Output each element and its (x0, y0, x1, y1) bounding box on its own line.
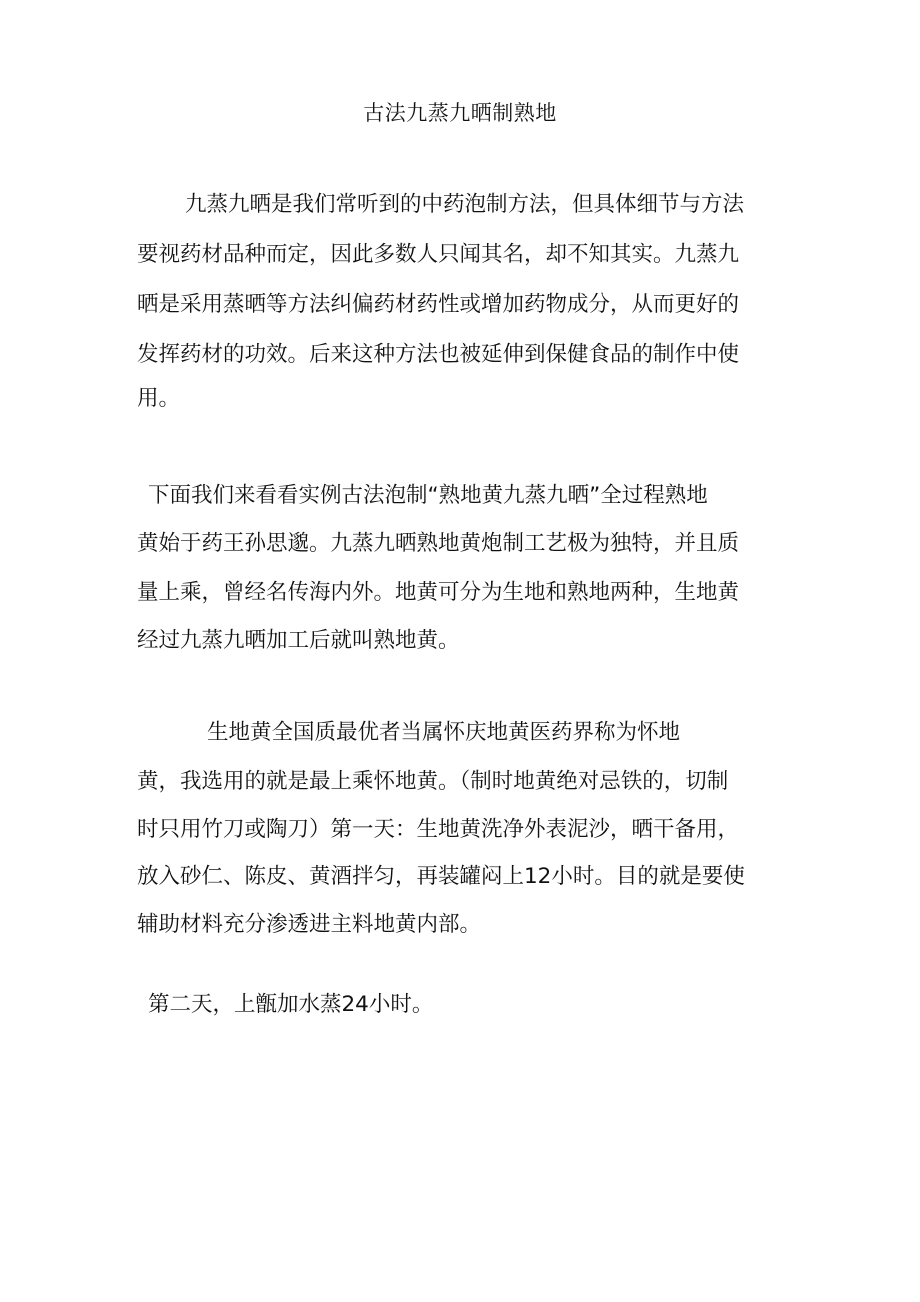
paragraph-1-line-1: 九蒸九晒是我们常听到的中药泡制方法，但具体细节与方法 (185, 192, 745, 217)
document-title: 古法九蒸九晒制熟地 (363, 101, 557, 125)
paragraph-1-line-2: 要视药材品种而定，因此多数人只闻其名，却不知其实。九蒸九 (137, 242, 740, 267)
paragraph-1-line-5: 用。 (137, 386, 181, 411)
paragraph-3-line-3: 时只用竹刀或陶刀）第一天：生地黄洗净外表泥沙，晒干备用， (137, 817, 740, 842)
paragraph-4-line-1: 第二天，上甑加水蒸24小时。 (148, 992, 434, 1017)
paragraph-3-line-5: 辅助材料充分渗透进主料地黄内部。 (137, 912, 482, 937)
paragraph-2-line-4: 经过九蒸九晒加工后就叫熟地黄。 (137, 628, 460, 653)
paragraph-2-line-2: 黄始于药王孙思邈。九蒸九晒熟地黄炮制工艺极为独特，并且质 (137, 531, 740, 556)
paragraph-3-line-2: 黄，我选用的就是最上乘怀地黄。（制时地黄绝对忌铁的，切制 (137, 769, 729, 794)
paragraph-1-line-3: 晒是采用蒸晒等方法纠偏药材药性或增加药物成分，从而更好的 (137, 292, 740, 317)
paragraph-2-line-1: 下面我们来看看实例古法泡制“熟地黄九蒸九晒”全过程熟地 (148, 483, 708, 508)
paragraph-3-line-1: 生地黄全国质最优者当属怀庆地黄医药界称为怀地 (207, 720, 681, 745)
paragraph-2-line-3: 量上乘，曾经名传海内外。地黄可分为生地和熟地两种，生地黄 (137, 580, 740, 605)
paragraph-3-line-4: 放入砂仁、陈皮、黄酒拌匀，再装罐闷上12小时。目的就是要使 (137, 864, 745, 889)
paragraph-1-line-4: 发挥药材的功效。后来这种方法也被延伸到保健食品的制作中使 (137, 342, 740, 367)
